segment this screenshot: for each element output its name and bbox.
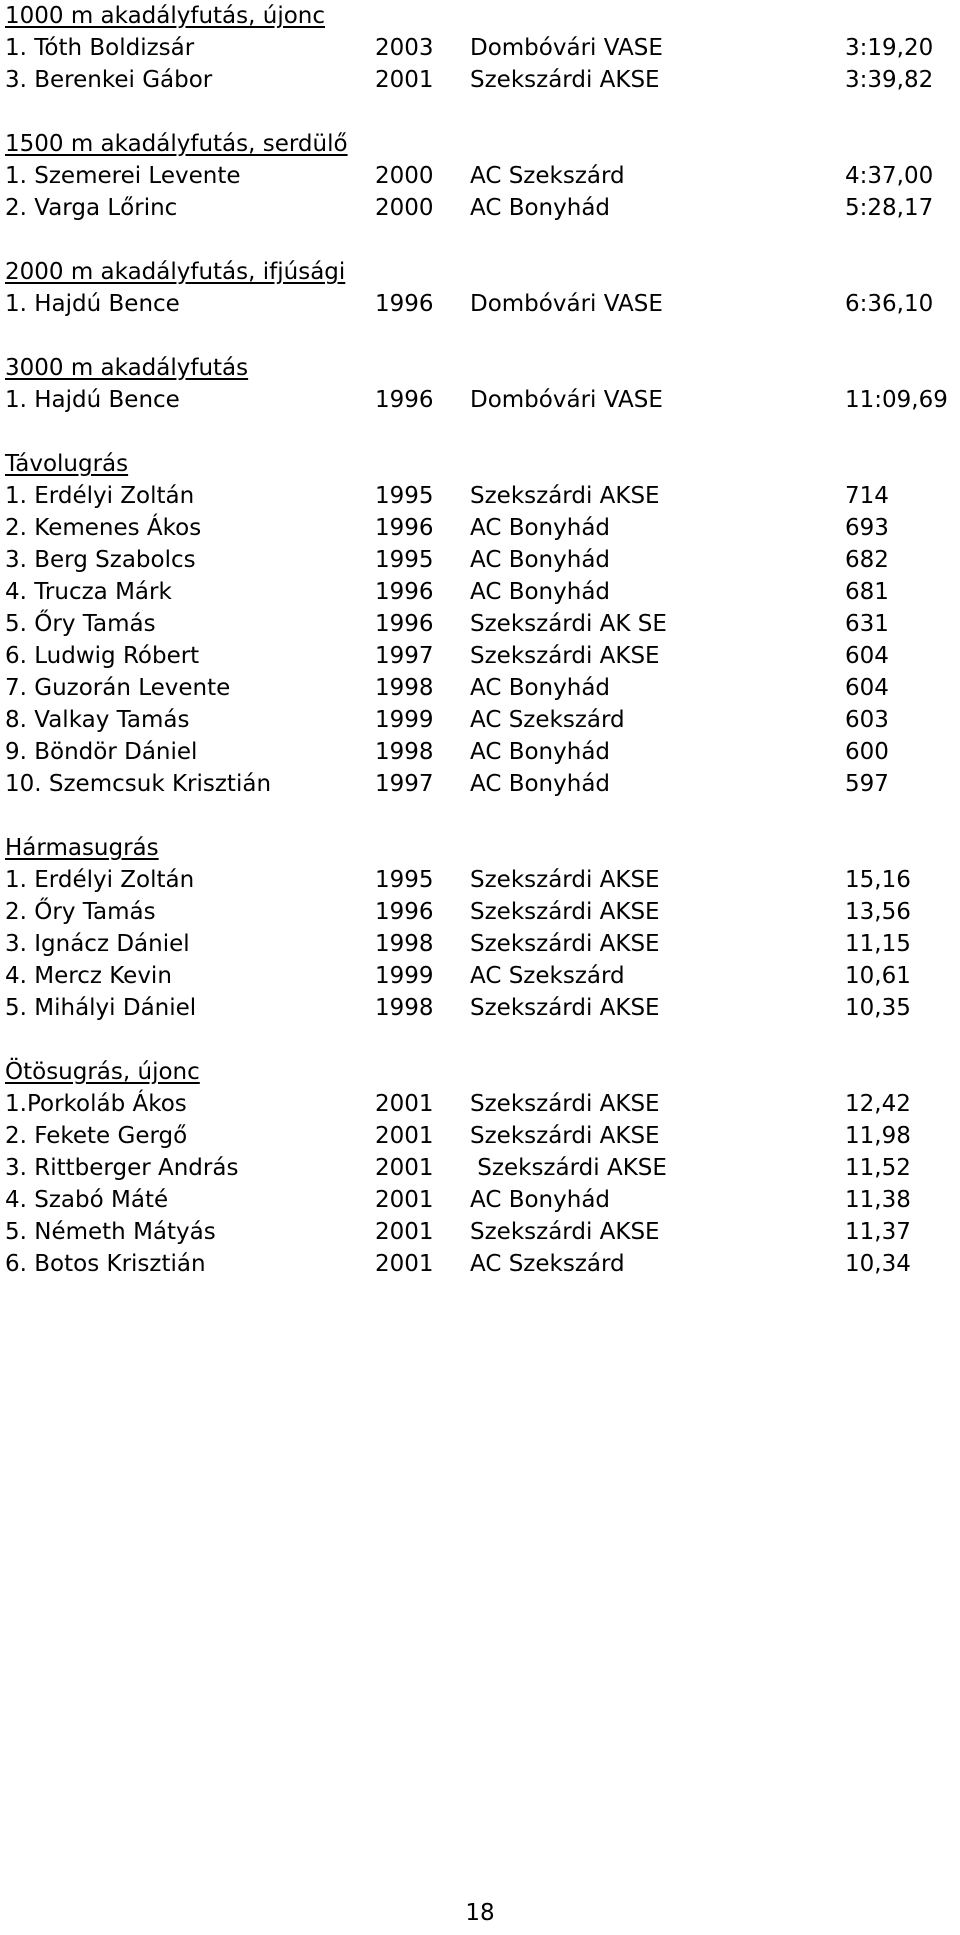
birth-year: 1999 xyxy=(375,707,434,733)
athlete-name: 1.Porkoláb Ákos xyxy=(5,1091,187,1117)
athlete-name: 1. Hajdú Bence xyxy=(5,291,180,317)
birth-year: 1998 xyxy=(375,675,434,701)
result-row xyxy=(5,640,955,672)
event-section xyxy=(5,1056,955,1280)
athlete-name: 2. Kemenes Ákos xyxy=(5,515,202,541)
athlete-name: 8. Valkay Tamás xyxy=(5,707,190,733)
club-name: Szekszárdi AKSE xyxy=(470,867,660,893)
result-row xyxy=(5,1184,955,1216)
result-row xyxy=(5,672,955,704)
result-value: 3:39,82 xyxy=(845,67,934,93)
result-row xyxy=(5,608,955,640)
result-value: 11,98 xyxy=(845,1123,911,1149)
result-value: 682 xyxy=(845,547,889,573)
athlete-name: 6. Botos Krisztián xyxy=(5,1251,206,1277)
result-row xyxy=(5,960,955,992)
result-value: 10,61 xyxy=(845,963,911,989)
athlete-name: 6. Ludwig Róbert xyxy=(5,643,200,669)
club-name: Szekszárdi AKSE xyxy=(470,483,660,509)
result-value: 600 xyxy=(845,739,889,765)
result-row xyxy=(5,704,955,736)
result-row xyxy=(5,544,955,576)
club-name: AC Bonyhád xyxy=(470,547,611,573)
result-row xyxy=(5,1088,955,1120)
athlete-name: 1. Szemerei Levente xyxy=(5,163,241,189)
birth-year: 2001 xyxy=(375,1219,434,1245)
result-row xyxy=(5,512,955,544)
event-heading: 3000 m akadályfutás xyxy=(5,355,249,381)
event-section xyxy=(5,448,955,800)
result-value: 631 xyxy=(845,611,889,637)
athlete-name: 5. Németh Mátyás xyxy=(5,1219,216,1245)
athlete-name: 1. Tóth Boldizsár xyxy=(5,35,195,61)
result-row xyxy=(5,928,955,960)
result-row xyxy=(5,160,955,192)
event-heading: 1500 m akadályfutás, serdülő xyxy=(5,131,348,157)
result-row xyxy=(5,384,955,416)
birth-year: 1998 xyxy=(375,931,434,957)
club-name: Dombóvári VASE xyxy=(470,387,663,413)
event-section xyxy=(5,0,955,96)
birth-year: 2001 xyxy=(375,1187,434,1213)
results-document xyxy=(5,0,955,1280)
event-heading: Ötösugrás, újonc xyxy=(5,1059,200,1085)
athlete-name: 4. Trucza Márk xyxy=(5,579,172,605)
club-name: AC Szekszárd xyxy=(470,707,625,733)
birth-year: 1997 xyxy=(375,643,434,669)
club-name: AC Bonyhád xyxy=(470,515,611,541)
club-name: AC Bonyhád xyxy=(470,675,611,701)
event-section xyxy=(5,832,955,1024)
club-name: AC Bonyhád xyxy=(470,771,611,797)
athlete-name: 1. Erdélyi Zoltán xyxy=(5,867,195,893)
birth-year: 2001 xyxy=(375,1123,434,1149)
result-value: 681 xyxy=(845,579,889,605)
club-name: AC Bonyhád xyxy=(470,579,611,605)
result-value: 11,37 xyxy=(845,1219,911,1245)
club-name: Szekszárdi AK SE xyxy=(470,611,667,637)
athlete-name: 4. Szabó Máté xyxy=(5,1187,169,1213)
result-row xyxy=(5,32,955,64)
result-value: 12,42 xyxy=(845,1091,911,1117)
club-name: Szekszárdi AKSE xyxy=(470,995,660,1021)
club-name: AC Szekszárd xyxy=(470,1251,625,1277)
birth-year: 2000 xyxy=(375,163,434,189)
birth-year: 2003 xyxy=(375,35,434,61)
result-value: 604 xyxy=(845,675,889,701)
birth-year: 2001 xyxy=(375,1155,434,1181)
club-name: Szekszárdi AKSE xyxy=(470,1091,660,1117)
event-heading: Hármasugrás xyxy=(5,835,159,861)
club-name: AC Bonyhád xyxy=(470,739,611,765)
club-name: AC Bonyhád xyxy=(470,195,611,221)
athlete-name: 3. Rittberger András xyxy=(5,1155,239,1181)
result-value: 11,52 xyxy=(845,1155,911,1181)
event-section xyxy=(5,256,955,320)
page-number: 18 xyxy=(465,1900,495,1926)
result-value: 6:36,10 xyxy=(845,291,934,317)
result-row xyxy=(5,192,955,224)
club-name: Szekszárdi AKSE xyxy=(470,643,660,669)
result-row xyxy=(5,1248,955,1280)
birth-year: 1995 xyxy=(375,483,434,509)
result-row xyxy=(5,768,955,800)
birth-year: 2001 xyxy=(375,1091,434,1117)
athlete-name: 10. Szemcsuk Krisztián xyxy=(5,771,272,797)
club-name: Dombóvári VASE xyxy=(470,291,663,317)
athlete-name: 3. Ignácz Dániel xyxy=(5,931,190,957)
result-value: 4:37,00 xyxy=(845,163,934,189)
result-row xyxy=(5,896,955,928)
birth-year: 2001 xyxy=(375,67,434,93)
birth-year: 1995 xyxy=(375,867,434,893)
birth-year: 1995 xyxy=(375,547,434,573)
result-value: 714 xyxy=(845,483,889,509)
athlete-name: 2. Fekete Gergő xyxy=(5,1123,188,1149)
result-row xyxy=(5,1216,955,1248)
result-row xyxy=(5,992,955,1024)
athlete-name: 5. Mihályi Dániel xyxy=(5,995,197,1021)
club-name: AC Szekszárd xyxy=(470,163,625,189)
event-section xyxy=(5,352,955,416)
birth-year: 1996 xyxy=(375,291,434,317)
birth-year: 1998 xyxy=(375,739,434,765)
athlete-name: 5. Őry Tamás xyxy=(5,611,156,637)
result-value: 13,56 xyxy=(845,899,911,925)
result-value: 3:19,20 xyxy=(845,35,934,61)
result-value: 15,16 xyxy=(845,867,911,893)
birth-year: 1999 xyxy=(375,963,434,989)
birth-year: 1996 xyxy=(375,579,434,605)
athlete-name: 1. Hajdú Bence xyxy=(5,387,180,413)
athlete-name: 2. Őry Tamás xyxy=(5,899,156,925)
event-heading: Távolugrás xyxy=(5,451,129,477)
birth-year: 2000 xyxy=(375,195,434,221)
athlete-name: 3. Berg Szabolcs xyxy=(5,547,196,573)
result-row xyxy=(5,1152,955,1184)
event-heading: 1000 m akadályfutás, újonc xyxy=(5,3,326,29)
club-name: Dombóvári VASE xyxy=(470,35,663,61)
result-row xyxy=(5,64,955,96)
club-name: Szekszárdi AKSE xyxy=(470,899,660,925)
event-section xyxy=(5,128,955,224)
club-name: Szekszárdi AKSE xyxy=(470,1155,667,1181)
event-heading: 2000 m akadályfutás, ifjúsági xyxy=(5,259,346,285)
athlete-name: 4. Mercz Kevin xyxy=(5,963,172,989)
result-value: 11,38 xyxy=(845,1187,911,1213)
club-name: Szekszárdi AKSE xyxy=(470,1219,660,1245)
club-name: AC Szekszárd xyxy=(470,963,625,989)
birth-year: 1996 xyxy=(375,515,434,541)
birth-year: 1996 xyxy=(375,387,434,413)
result-value: 11:09,69 xyxy=(845,387,948,413)
result-row xyxy=(5,864,955,896)
club-name: Szekszárdi AKSE xyxy=(470,1123,660,1149)
athlete-name: 1. Erdélyi Zoltán xyxy=(5,483,195,509)
athlete-name: 9. Böndör Dániel xyxy=(5,739,198,765)
result-value: 597 xyxy=(845,771,889,797)
result-value: 603 xyxy=(845,707,889,733)
birth-year: 1996 xyxy=(375,611,434,637)
athlete-name: 7. Guzorán Levente xyxy=(5,675,231,701)
club-name: Szekszárdi AKSE xyxy=(470,931,660,957)
birth-year: 1998 xyxy=(375,995,434,1021)
athlete-name: 2. Varga Lőrinc xyxy=(5,195,178,221)
club-name: AC Bonyhád xyxy=(470,1187,611,1213)
result-value: 693 xyxy=(845,515,889,541)
result-value: 11,15 xyxy=(845,931,911,957)
result-row xyxy=(5,288,955,320)
result-row xyxy=(5,1120,955,1152)
result-value: 604 xyxy=(845,643,889,669)
result-row xyxy=(5,736,955,768)
athlete-name: 3. Berenkei Gábor xyxy=(5,67,213,93)
result-value: 5:28,17 xyxy=(845,195,934,221)
result-row xyxy=(5,576,955,608)
club-name: Szekszárdi AKSE xyxy=(470,67,660,93)
result-row xyxy=(5,480,955,512)
result-value: 10,35 xyxy=(845,995,911,1021)
birth-year: 1997 xyxy=(375,771,434,797)
birth-year: 1996 xyxy=(375,899,434,925)
birth-year: 2001 xyxy=(375,1251,434,1277)
result-value: 10,34 xyxy=(845,1251,911,1277)
